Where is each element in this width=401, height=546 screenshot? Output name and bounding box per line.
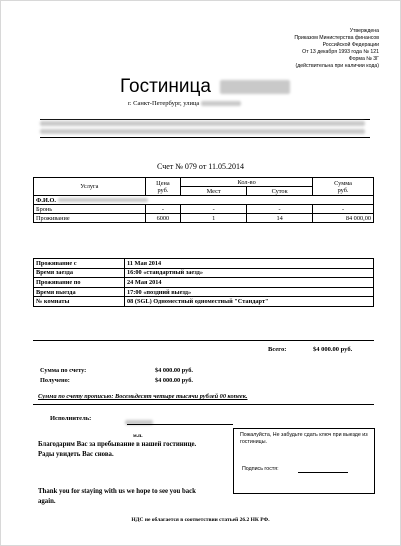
thanks-ru-line: Рады увидеть Вас снова. (38, 450, 114, 458)
divider (33, 340, 374, 341)
header-service: Услуга (34, 178, 146, 196)
divider (40, 119, 370, 120)
table-row (34, 205, 374, 214)
stay-value: 08 (SGL) Одноместный одноместный "Стандарт" (125, 297, 374, 307)
executor-signature (125, 413, 153, 431)
service-sum: 84 000,00 (313, 214, 374, 223)
redacted-street (201, 101, 241, 106)
header-price (145, 178, 181, 196)
thanks-ru-line: Благодарим Вас за пребывание в нашей гостинице. (38, 441, 197, 448)
signature-line (127, 424, 233, 425)
approval-line: Российской Федерации (322, 42, 379, 49)
header-sum-label: Сумма (334, 179, 352, 187)
total-label: Всего: (268, 346, 287, 353)
redacted-registration-line (40, 121, 365, 127)
stamp-place-label: м.п. (133, 433, 143, 439)
header-price-unit: руб. (157, 186, 169, 194)
service-days: 14 (247, 214, 313, 223)
approval-line: (действительна при наличии кода) (295, 63, 379, 70)
divider (33, 404, 374, 405)
hotel-title (120, 76, 290, 98)
executor-label: Исполнитель: (50, 415, 92, 422)
thanks-en: Thank you for staying with us we hope to see you back again. (38, 488, 196, 505)
redacted-guest-name (58, 198, 148, 202)
redacted-hotel-name (220, 80, 290, 94)
received-value: $4 000.00 руб. (155, 377, 193, 384)
service-days: - (247, 205, 313, 214)
redacted-address-line (40, 129, 365, 135)
stay-details-table (33, 258, 374, 307)
header-places: Мест (181, 187, 247, 196)
service-price: - (145, 205, 181, 214)
approval-line: Утверждена (349, 28, 379, 34)
vat-note: НДС не облагается в соответствии статьей 26.2 НК РФ. (131, 517, 270, 523)
stay-value: 16:00 «стандартный заезд» (125, 268, 374, 278)
redacted-block (40, 121, 365, 126)
divider (40, 137, 370, 138)
due-label: Сумма по счету: (40, 367, 87, 374)
header-days: Суток (247, 187, 313, 196)
table-row (34, 259, 374, 269)
address-text: г. Санкт-Петербург, улица (128, 100, 200, 107)
service-places: 1 (181, 214, 247, 223)
header-qty: Кол-во (181, 178, 313, 187)
stay-label: № комнаты (34, 297, 125, 307)
table-row (34, 214, 374, 223)
header-sum-unit: руб. (337, 186, 349, 194)
hotel-address (128, 100, 241, 107)
guest-signature-line (298, 472, 348, 473)
approval-stamp (219, 28, 379, 71)
stay-label: Время заезда (34, 268, 125, 278)
header-price-label: Цена (156, 179, 170, 187)
total-value: $4 000.00 руб. (313, 346, 353, 353)
stay-value: 24 Мая 2014 (125, 278, 374, 288)
due-value: $4 000.00 руб. (155, 367, 193, 374)
table-row (34, 287, 374, 297)
service-name: Проживание (34, 214, 146, 223)
received-label: Получено: (40, 377, 70, 384)
approval-line: От 13 декабря 1993 года № 121 (302, 49, 379, 56)
guest-cell (34, 196, 374, 205)
approval-line: Форма № 3Г (348, 56, 379, 63)
stay-label: Проживание с (34, 259, 125, 269)
guest-signature-label: Подпись гостя: (242, 466, 279, 472)
service-name: Бронь (34, 205, 146, 214)
table-row (34, 278, 374, 288)
service-sum: - (313, 205, 374, 214)
table-row (34, 297, 374, 307)
service-places: - (181, 205, 247, 214)
guest-note-text: Пожалуйста, Не забудьте сдать ключ при выезде из гостиницы. (240, 432, 368, 446)
guest-row (34, 196, 374, 205)
service-price: 6000 (145, 214, 181, 223)
guest-label: Ф.И.О. (36, 196, 56, 204)
invoice-number: Счет № 079 от 11.05.2014 (156, 162, 245, 171)
stay-value: 17:00 «поздний выезд» (125, 287, 374, 297)
services-table (33, 177, 374, 223)
stay-label: Проживание по (34, 278, 125, 288)
header-sum (313, 178, 374, 196)
redacted-block (40, 129, 365, 134)
table-row (34, 268, 374, 278)
stay-label: Время выезда (34, 287, 125, 297)
amount-in-words: Сумма по счету прописью: Восемьдесят четыре тысячи рублей 00 копеек. (38, 393, 248, 400)
stay-value: 11 Мая 2014 (125, 259, 374, 269)
hotel-title-text: Гостиница (120, 76, 211, 97)
thanks-ru (38, 440, 196, 459)
approval-line: Приказом Министерства финансов (294, 35, 379, 42)
